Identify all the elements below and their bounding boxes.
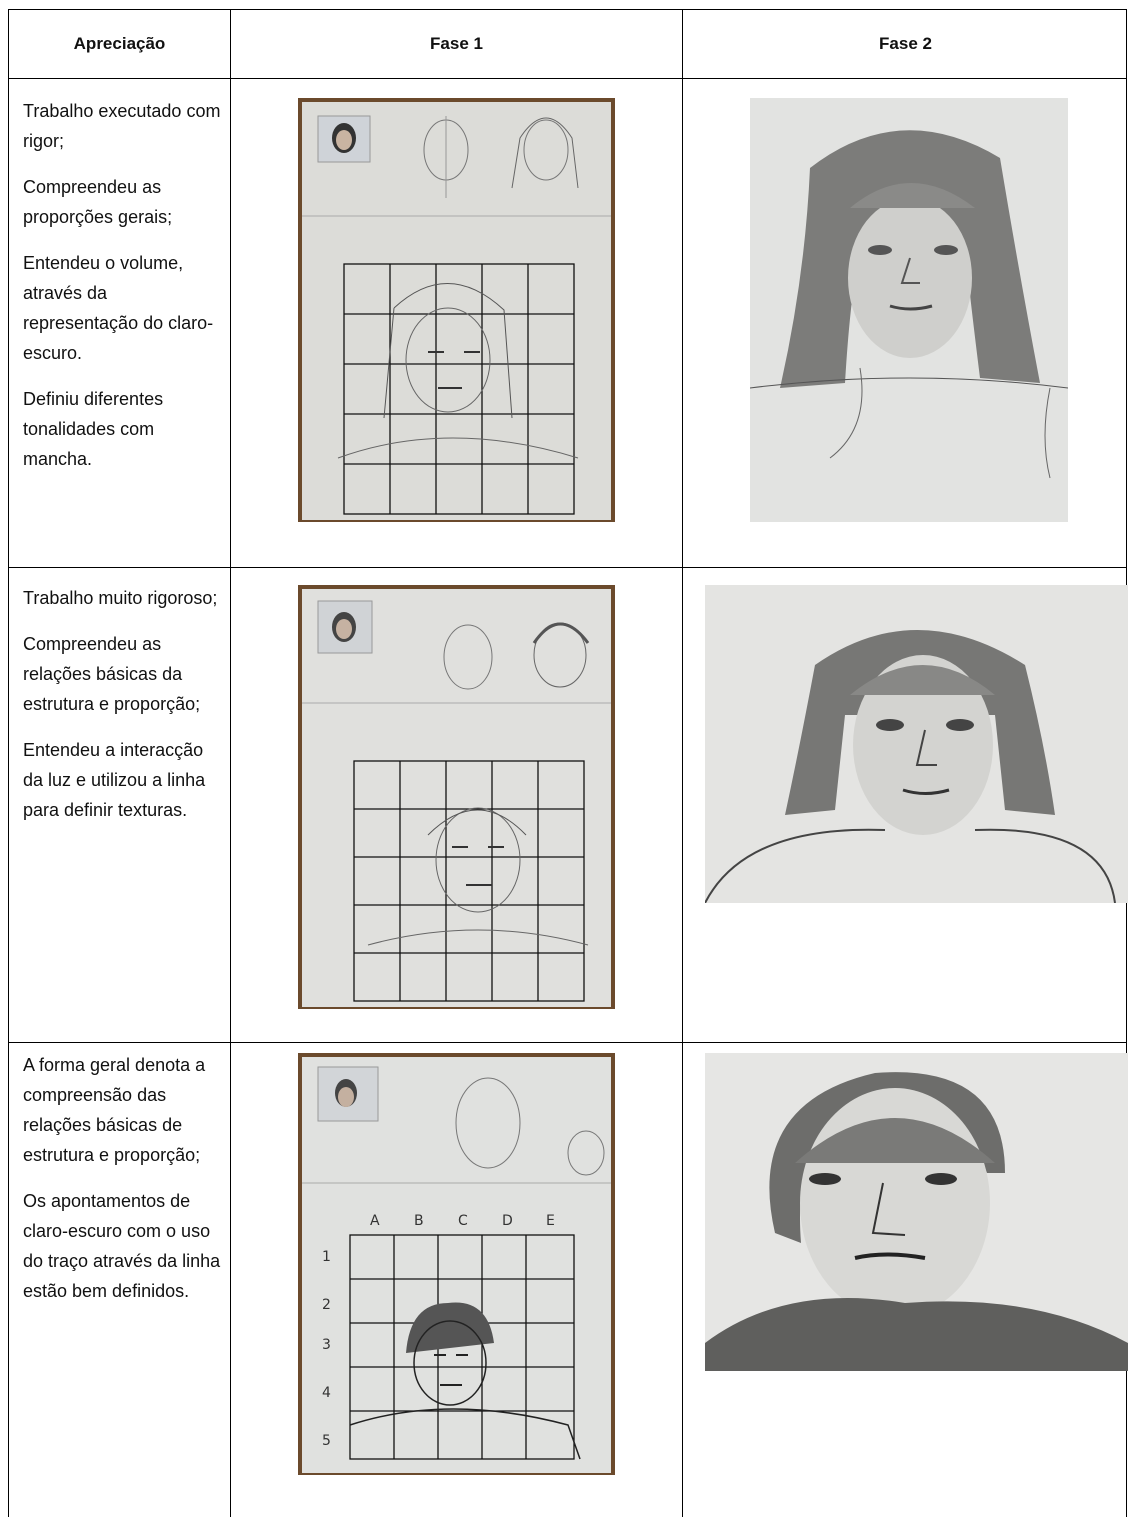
- row-1-appreciation: [23, 96, 223, 490]
- phase-2-drawing-2: [705, 585, 1128, 903]
- phase-1-photo-2: [298, 585, 615, 1009]
- appreciation-table: [8, 9, 1127, 1517]
- grid-number: 4: [322, 1385, 331, 1401]
- header-apreciacao: Apreciação: [73, 34, 166, 53]
- grid-letter: C: [458, 1213, 468, 1229]
- column-divider: [230, 10, 231, 1517]
- grid-number: 1: [322, 1249, 331, 1265]
- row-divider: [9, 78, 1126, 79]
- appreciation-line: Trabalho executado com rigor;: [23, 101, 221, 151]
- appreciation-line: Definiu diferentes tonalidades com mancha.: [23, 389, 164, 469]
- phase-1-photo-3: [298, 1053, 615, 1475]
- grid-letter: B: [414, 1213, 424, 1229]
- grid-number: 2: [322, 1297, 331, 1313]
- header-fase-1: Fase 1: [430, 34, 483, 53]
- row-divider: [9, 1042, 1126, 1043]
- phase-2-drawing-3: [705, 1053, 1128, 1371]
- grid-letter: A: [370, 1213, 380, 1229]
- row-3-appreciation: [23, 1050, 223, 1322]
- appreciation-line: A forma geral denota a compreensão das relações básicas de estrutura e proporção;: [23, 1055, 206, 1165]
- header-fase-2: Fase 2: [879, 34, 932, 53]
- row-divider: [9, 567, 1126, 568]
- column-divider: [682, 10, 683, 1517]
- phase-2-drawing-1: [750, 98, 1068, 522]
- appreciation-line: Os apontamentos de claro-escuro com o uso do traço através da linha estão bem definidos.: [23, 1191, 221, 1301]
- grid-number: 5: [322, 1433, 331, 1449]
- appreciation-line: Compreendeu as relações básicas da estrutura e proporção;: [23, 634, 201, 714]
- appreciation-line: Entendeu a interacção da luz e utilizou a linha para definir texturas.: [23, 740, 206, 820]
- appreciation-line: Compreendeu as proporções gerais;: [23, 177, 173, 227]
- row-2-appreciation: [23, 583, 223, 841]
- appreciation-line: Trabalho muito rigoroso;: [23, 588, 218, 608]
- grid-letter: E: [546, 1213, 555, 1229]
- grid-letter: D: [502, 1213, 513, 1229]
- appreciation-line: Entendeu o volume, através da representação do claro-escuro.: [23, 253, 214, 363]
- grid-number: 3: [322, 1337, 331, 1353]
- phase-1-photo-1: [298, 98, 615, 522]
